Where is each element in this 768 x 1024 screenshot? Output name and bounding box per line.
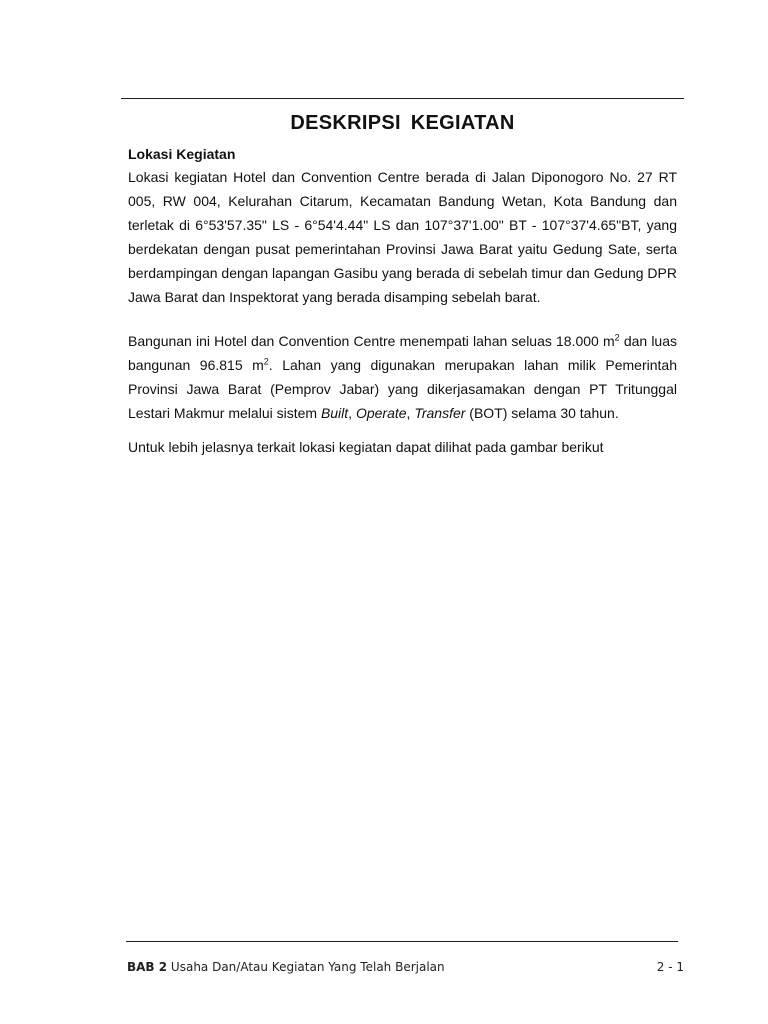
superscript-2: 2: [614, 332, 620, 343]
superscript-2: 2: [263, 356, 269, 367]
paragraph-location: Lokasi kegiatan Hotel dan Convention Centre berada di Jalan Diponogoro No. 27 RT 005, RW 004, Kelurahan Citarum, Kecamatan Bandung Wetan, Kota Bandung dan terletak di 6°53'57.35" LS - 6°54'4.44" LS dan 107°37'1.00" BT - 107°37'4.65"BT, yang berdekatan dengan pusat pemerintahan Provinsi Jawa Barat yaitu Gedung Sate, serta berdampingan dengan lapangan Gasibu yang berada di sebelah timur dan Gedung DPR Jawa Barat dan Inspektorat yang berada disamping sebelah barat.: [128, 169, 677, 305]
paragraph-building-text-2: dan luas bangunan 96.815 m: [128, 333, 678, 373]
paragraph-building-text-3: . Lahan yang digunakan merupakan lahan milik Pemerintah Provinsi Jawa Barat (Pemprov Jabar) yang dikerjasamakan dengan PT Tritunggal Lestari Makmur melalui sistem: [128, 357, 677, 421]
footer-chapter: [127, 960, 445, 974]
term-built: Built: [320, 405, 349, 421]
separator: ,: [406, 405, 415, 421]
paragraph-building: [128, 329, 677, 425]
term-transfer: Transfer: [414, 405, 466, 421]
footer-rule: [126, 941, 678, 942]
page-number: 2 - 1: [656, 960, 684, 974]
term-operate: Operate: [355, 405, 407, 421]
page-title: DESKRIPSI KEGIATAN: [290, 112, 515, 134]
paragraph-building-text-4: (BOT) selama 30 tahun.: [465, 405, 619, 421]
paragraph-building-text-1: Bangunan ini Hotel dan Convention Centre menempati lahan seluas 18.000 m: [128, 333, 615, 349]
document-body: [128, 145, 677, 459]
footer-chapter-title: Usaha Dan/Atau Kegiatan Yang Telah Berjalan: [167, 960, 445, 974]
separator: ,: [348, 405, 356, 421]
footer-chapter-number: BAB 2: [127, 960, 168, 974]
paragraph-reference: Untuk lebih jelasnya terkait lokasi kegiatan dapat dilihat pada gambar berikut: [128, 439, 604, 455]
header-rule: [121, 98, 684, 99]
section-heading: Lokasi Kegiatan: [128, 146, 236, 162]
